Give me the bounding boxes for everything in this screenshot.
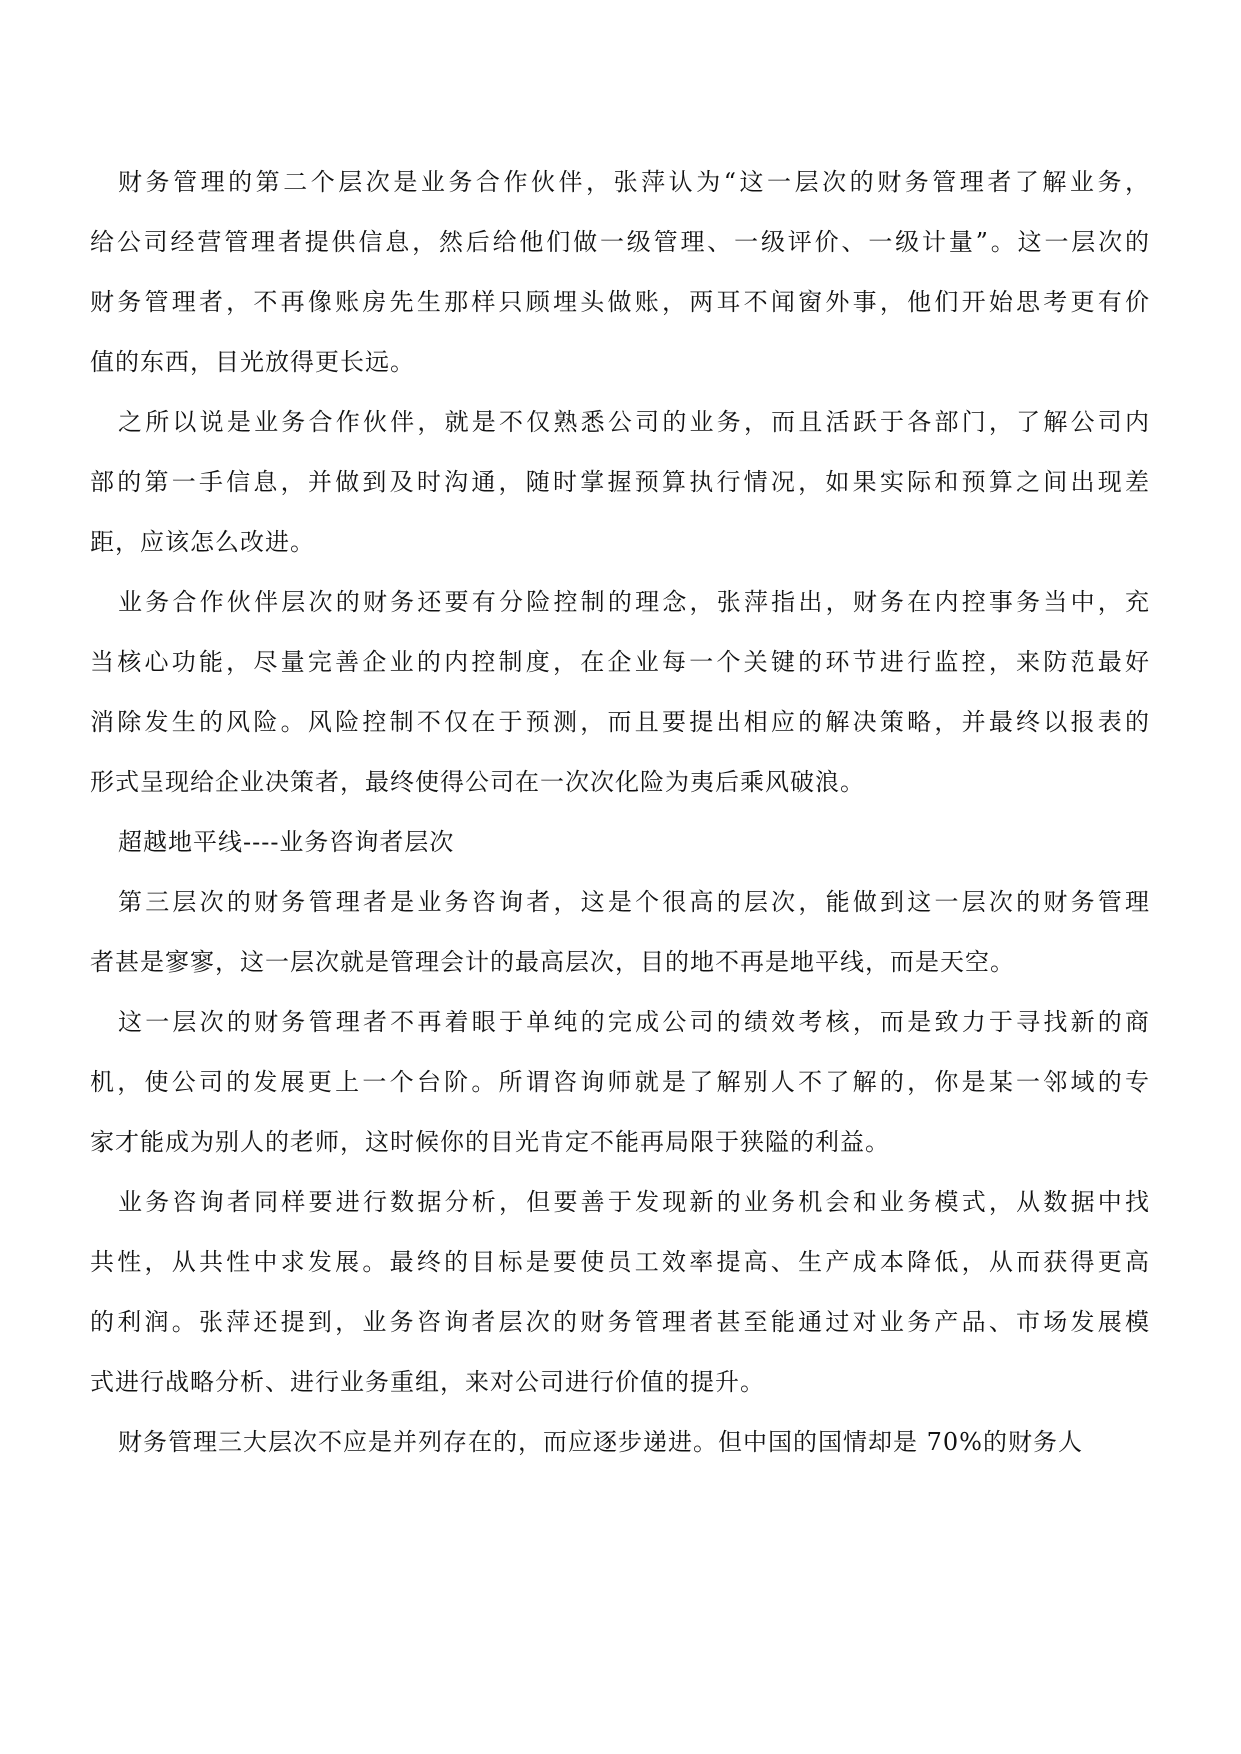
paragraph (90, 812, 1150, 872)
paragraph-line: 财务管理的第二个层次是业务合作伙伴，张萍认为“这一层次的财务管理者了解业务， (118, 168, 1150, 196)
paragraph-line: 的利润。张萍还提到，业务咨询者层次的财务管理者甚至能通过对业务产品、市场发展模 (90, 1308, 1150, 1336)
paragraph-line: 业务合作伙伴层次的财务还要有分险控制的理念，张萍指出，财务在内控事务当中，充 (118, 588, 1150, 616)
paragraph-line: 当核心功能，尽量完善企业的内控制度，在企业每一个关键的环节进行监控，来防范最好 (90, 648, 1150, 676)
document-body (90, 152, 1150, 1472)
paragraph (90, 572, 1150, 812)
paragraph-line: 消除发生的风险。风险控制不仅在于预测，而且要提出相应的解决策略，并最终以报表的 (90, 708, 1150, 736)
paragraph-line: 式进行战略分析、进行业务重组，来对公司进行价值的提升。 (90, 1368, 765, 1396)
paragraph-line: 这一层次的财务管理者不再着眼于单纯的完成公司的绩效考核，而是致力于寻找新的商 (118, 1008, 1150, 1036)
paragraph-line: 形式呈现给企业决策者，最终使得公司在一次次化险为夷后乘风破浪。 (90, 768, 865, 796)
paragraph-line: 财务管理三大层次不应是并列存在的，而应逐步递进。但中国的国情却是 70%的财务人 (118, 1428, 1083, 1456)
paragraph (90, 392, 1150, 572)
paragraph (90, 1412, 1150, 1472)
paragraph-line: 共性，从共性中求发展。最终的目标是要使员工效率提高、生产成本降低，从而获得更高 (90, 1248, 1150, 1276)
paragraph-line: 者甚是寥寥，这一层次就是管理会计的最高层次，目的地不再是地平线，而是天空。 (90, 948, 1015, 976)
paragraph-line: 业务咨询者同样要进行数据分析，但要善于发现新的业务机会和业务模式，从数据中找 (118, 1188, 1150, 1216)
paragraph-line: 给公司经营管理者提供信息，然后给他们做一级管理、一级评价、一级计量”。这一层次的 (90, 228, 1150, 256)
paragraph-line: 第三层次的财务管理者是业务咨询者，这是个很高的层次，能做到这一层次的财务管理 (118, 888, 1150, 916)
paragraph-line: 值的东西，目光放得更长远。 (90, 348, 415, 376)
paragraph-line: 部的第一手信息，并做到及时沟通，随时掌握预算执行情况，如果实际和预算之间出现差 (90, 468, 1150, 496)
paragraph-line: 财务管理者，不再像账房先生那样只顾埋头做账，两耳不闻窗外事，他们开始思考更有价 (90, 288, 1150, 316)
paragraph (90, 872, 1150, 992)
paragraph (90, 1172, 1150, 1412)
paragraph-line: 距，应该怎么改进。 (90, 528, 315, 556)
paragraph-line: 机，使公司的发展更上一个台阶。所谓咨询师就是了解别人不了解的，你是某一邻域的专 (90, 1068, 1150, 1096)
paragraph (90, 152, 1150, 392)
paragraph-line: 家才能成为别人的老师，这时候你的目光肯定不能再局限于狭隘的利益。 (90, 1128, 890, 1156)
paragraph (90, 992, 1150, 1172)
paragraph-line: 超越地平线----业务咨询者层次 (118, 828, 455, 856)
paragraph-line: 之所以说是业务合作伙伴，就是不仅熟悉公司的业务，而且活跃于各部门，了解公司内 (118, 408, 1150, 436)
